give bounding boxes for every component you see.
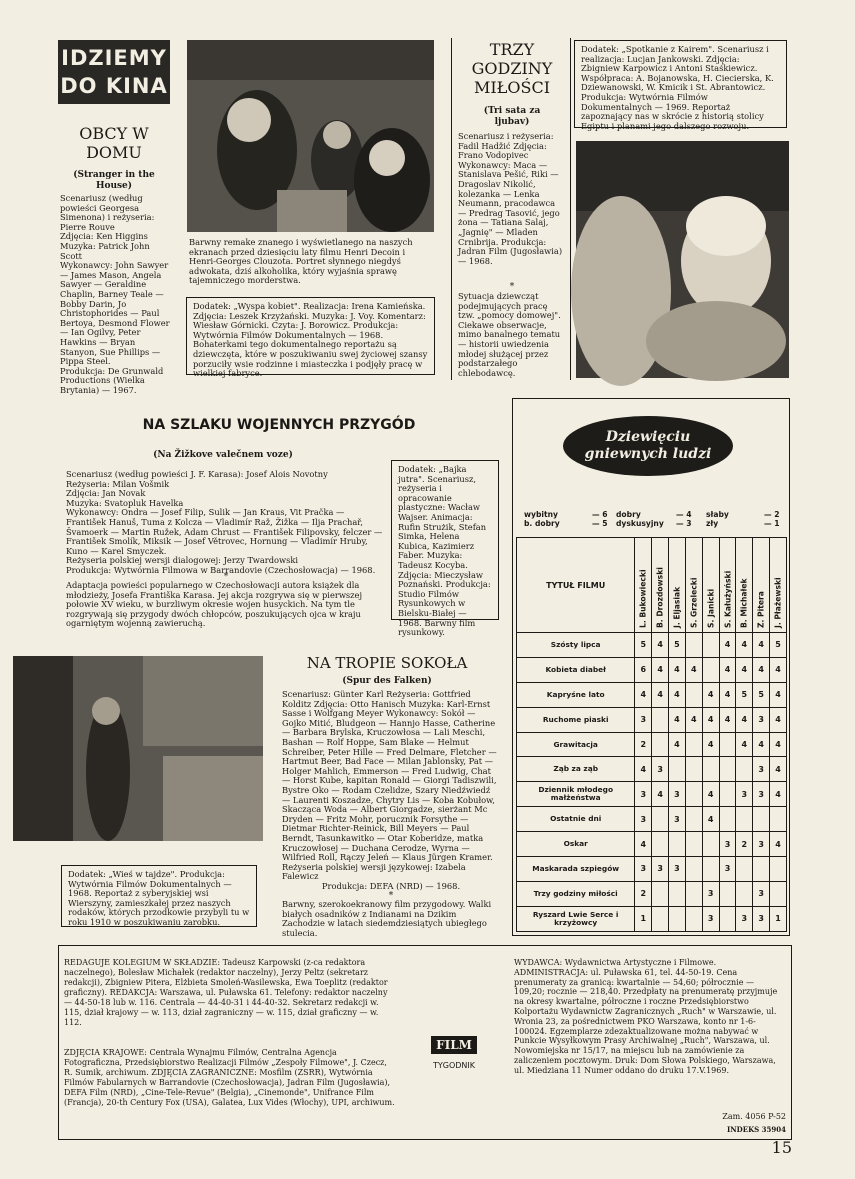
rating-score	[702, 657, 719, 682]
trzy-title-line: GODZINY	[471, 59, 553, 78]
szlak-credit-line: Zdjęcia: Jan Novak	[66, 488, 146, 499]
rating-score	[719, 906, 736, 931]
rating-score: 4	[770, 657, 787, 682]
rating-score	[753, 807, 770, 832]
rating-score	[652, 707, 669, 732]
rating-score: 3	[702, 881, 719, 906]
rating-score	[702, 757, 719, 782]
rating-score: 4	[719, 633, 736, 658]
rating-score: 4	[736, 732, 753, 757]
film-title: Ząb za ząb	[517, 757, 635, 782]
trzy-subtitle	[458, 106, 566, 128]
obcy-subtitle: (Stranger in the House)	[73, 170, 155, 191]
rating-score	[652, 807, 669, 832]
rating-score: 4	[770, 832, 787, 857]
trzy-credits: Scenariusz i reżyseria: Fadil Hadžić Zdjęcia: Frano Vodopivec Wykonawcy: Maca — Stanislava Pešić, Riki — Dragoslav Nikolić, kolezanka — Lenka Neumann, pracodawca — Predrag Tasović, jego żona — Tatiana Salaj, „Jagnię" — Mladen Crnibrija. Produkcja: Jadran Film (Jugosławia) — 1968.	[458, 131, 563, 266]
wyspa-kobiet-box: Dodatek: „Wyspa kobiet". Realizacja: Irena Kamieńska. Zdjęcia: Leszek Krzyżański. Muzyka: J. Voy. Komentarz: Wiesław Górnicki. Czyta: J. Borowicz. Produkcja: Wytwórnia Filmów Dokumentalnych — 1968. Bohaterkami tego dokumentalnego reportażu są dziewczęta, które w poszukiwaniu swej życiowej szansy porzuciły wsie rodzinne i miasteczka i podjęły pracę w wielkiej fabryce.	[186, 297, 435, 375]
obcy-photo	[187, 40, 434, 232]
rating-score: 3	[652, 757, 669, 782]
rating-score: 4	[770, 682, 787, 707]
rating-score: 4	[719, 707, 736, 732]
film-title: Kapryśne lato	[517, 682, 635, 707]
rating-score	[685, 832, 702, 857]
rating-score	[669, 757, 686, 782]
rating-score: 4	[685, 657, 702, 682]
obcy-credit-line: Zdjęcia: Ken Higgins	[60, 231, 148, 242]
obcy-credit-line: Produkcja: De Grunwald Productions (Wielka Brytania) — 1967.	[60, 365, 164, 395]
rating-score: 4	[669, 707, 686, 732]
film-title: Ruchome piaski	[517, 707, 635, 732]
trzy-subtitle-line: ljubav)	[494, 117, 530, 127]
rating-score: 3	[669, 807, 686, 832]
obcy-caption: Barwny remake znanego i wyświetlanego na naszych ekranach przed dziesięciu laty filmu Henri Decoin i Henri-Georges Clouzota. Portret słynnego niegdyś adwokata, dziś alkoholika, który wyjaśnia sprawę tajemniczego morderstwa.	[189, 237, 413, 286]
sokol-title: NA TROPIE SOKOŁA	[306, 654, 468, 672]
rating-score: 2	[635, 881, 652, 906]
legend-value: — 6	[592, 510, 608, 519]
trzy-subtitle-line: (Tri sata za	[483, 106, 541, 116]
film-title: Trzy godziny miłości	[517, 881, 635, 906]
film-rating-row	[517, 832, 787, 857]
film-title-header: TYTUŁ FILMU	[517, 538, 635, 633]
rating-score	[719, 757, 736, 782]
rating-score: 4	[702, 682, 719, 707]
ratings-header-row	[517, 538, 787, 633]
rating-score	[753, 857, 770, 882]
wies-w-tajdze-box: Dodatek: „Wieś w tajdze". Produkcja: Wytwórnia Filmów Dokumentalnych — 1968. Reportaż z syberyjskiej wsi Wierszyny, zamieszkałej przez naszych rodaków, których przodkowie przybyli tu w roku 1910 w poszukiwaniu zarobku.	[61, 865, 257, 927]
critic-header: J. Płażewski	[770, 538, 787, 633]
szlak-credit-line: Reżyseria polskiej wersji dialogowej: Jerzy Twardowski	[66, 555, 299, 566]
film-title: Kobieta diabeł	[517, 657, 635, 682]
rating-score	[685, 682, 702, 707]
rating-score: 4	[753, 633, 770, 658]
rating-score	[669, 881, 686, 906]
sokol-star: *	[388, 891, 394, 901]
film-rating-row	[517, 906, 787, 931]
critic-header: B. Drozdowski	[652, 538, 669, 633]
rating-score: 3	[635, 707, 652, 732]
legend-label: dyskusyjny	[616, 519, 664, 528]
legend-label: dobry	[616, 510, 641, 519]
column-rule	[451, 38, 452, 380]
rating-score	[685, 857, 702, 882]
trzy-title-line: MIŁOŚCI	[473, 78, 551, 97]
rating-score	[685, 732, 702, 757]
footer-order-number: Zam. 4056 P-52	[722, 1112, 786, 1121]
szlak-credit-line: Wykonawcy: Ondra — Josef Filip, Sulik — Jan Kraus, Vit Pračka — František Hanuš, Tuma z Kolcza — Vladimír Raž, Žižka — Ilja Prachař, Švamoerk — Martin Ružek, Adam Chrust — František Filipovsky, felczer — František Smolík, Miksik — Josef Větrovec, Hornung — Vladimír Hruby, Kuno — Karel Smyczek.	[66, 507, 383, 556]
rating-score: 3	[669, 782, 686, 807]
rating-score: 4	[736, 707, 753, 732]
rating-score: 5	[635, 633, 652, 658]
rating-score: 3	[753, 881, 770, 906]
rating-score	[770, 807, 787, 832]
critic-header: Z. Pitera	[753, 538, 770, 633]
szlak-credit-line: Produkcja: Wytwórnia Filmowa w Barrandovie (Czechosłowacja) — 1968.	[66, 564, 376, 575]
obcy-credit-line: Muzyka: Patrick John Scott	[60, 240, 150, 261]
film-rating-row	[517, 657, 787, 682]
rating-score	[685, 757, 702, 782]
film-rating-row	[517, 857, 787, 882]
film-rating-row	[517, 757, 787, 782]
rating-score	[652, 832, 669, 857]
obcy-title: OBCY W DOMU	[79, 124, 149, 162]
ratings-table	[516, 537, 787, 932]
rating-score: 3	[702, 906, 719, 931]
szlak-title: NA SZLAKU WOJENNYCH PRZYGÓD	[142, 417, 416, 433]
rating-score: 4	[635, 757, 652, 782]
rating-score	[685, 782, 702, 807]
rating-score: 3	[635, 807, 652, 832]
rating-score	[652, 881, 669, 906]
szlak-credit-line: Scenariusz (według powieści J. F. Karasa): Josef Alois Novotny	[66, 469, 328, 479]
rating-score: 4	[669, 682, 686, 707]
rating-score	[669, 906, 686, 931]
footer-photo-credits: ZDJĘCIA KRAJOWE: Centrala Wynajmu Filmów, Centralna Agencja Fotograficzna, Przedsiębiorstwo Realizacji Filmów „Zespoły Filmowe", J. Czecz, R. Sumik, archiwum. ZDJĘCIA ZAGRANICZNE: Mosfilm (ZSRR), Wytwórnia Filmów Fabularnych w Barrandovie (Czechosłowacja), Jadran Film (Jugosławia), DEFA Film (NRD), „Cine-Tele-Revue" (Belgia), „Cinemonde", Unifrance Film (Francja), 20-th Century Fox (USA), Galatea, Lux Vides (Włochy), UPI, archiwum.	[64, 1048, 395, 1107]
rating-score: 4	[770, 782, 787, 807]
film-rating-row	[517, 807, 787, 832]
rating-score: 4	[770, 732, 787, 757]
rating-score: 3	[719, 857, 736, 882]
trzy-story: Sytuacja dziewcząt podejmujących pracę tzw. „pomocy domowej". Ciekawe obserwacje, mimo banalnego tematu — historii uwiedzenia młodej służącej przez podstarzałego chlebodawcę.	[458, 291, 561, 378]
critic-header: J. Eljasiak	[669, 538, 686, 633]
film-logo-subtitle: TYGODNIK	[432, 1061, 476, 1070]
rating-score	[719, 782, 736, 807]
footer-publisher: WYDAWCA: Wydawnictwa Artystyczne i Filmowe. ADMINISTRACJA: ul. Puławska 61, tel. 44-50-19. Cena prenumeraty za granicą: kwartalnie — 54,60; półrocznie — 109,20; rocznie — 218,40. Przedpłaty na prenumeratę przyjmuje na okresy kwartalne, półroczne i roczne Przedsiębiorstwo Kolportażu Wydawnictw Zagranicznych „Ruch" w Warszawie, ul. Wronia 23, za pośrednictwem PKO Warszawa, konto nr 1-6-100024. Egzemplarze zdezaktualizowane można nabywać w Punkcie Wysyłkowym Prasy Archiwalnej „Ruch", Warszawa, ul. Nowomiejska nr 15/17, na miejscu lub na zamówienie za zaliczeniem pocztowym. Druk: Dom Słowa Polskiego, Warszawa, ul. Miedziana 11 Numer oddano do druku 17.V.1969.	[514, 958, 778, 1075]
sokol-production: Produkcja: DEFA (NRD) — 1968.	[321, 881, 461, 891]
footer-index: INDEKS 35904	[726, 1125, 786, 1134]
film-rating-row	[517, 881, 787, 906]
obcy-credit-line: Wykonawcy: John Sawyer — James Mason, Angela Sawyer — Geraldine Chaplin, Barney Teale — Bobby Darin, Jo Christophorides — Paul Bertoya, Desmond Flower — Ian Ogilvy, Peter Hawkins — Bryan Stanyon, Sue Phillips — Pippa Steel.	[60, 260, 170, 367]
rating-score: 3	[753, 707, 770, 732]
obcy-credits	[60, 193, 172, 395]
rating-score	[719, 881, 736, 906]
rating-score: 1	[770, 906, 787, 931]
ratings-title-line: Dziewięciu	[605, 429, 691, 445]
legend-value: — 4	[676, 510, 692, 519]
rating-score: 3	[635, 782, 652, 807]
sokol-credits: Scenariusz: Günter Karl Reżyseria: Gottfried Kolditz Zdjęcia: Otto Hanisch Muzyka: Karl-Ernst Sasse i Wolfgang Meyer Wykonawcy: Sokół — Gojko Mitić, Bludgeon — Hannjo Hasse, Catherine — Barbara Brylska, Kruczowłosa — Lali Meschi, Bashan — Rolf Hoppe, Sam Blake — Helmut Schreiber, Peter Hille — Fred Delmare, Fletcher — Hartmut Beer, Bad Face — Milan Jablonsky, Pat — Holger Mahlich, Emmerson — Fred Ludwig, Chat — Horst Kube, kapitan Ronald — Giorgi Tadiszwili, Bystre Oko — Rodam Czelidze, Szary Niedźwiedź — Laurenti Koszadze, Chytry Lis — Koba Kobułow, Skacząca Woda — Albert Giorgadze, sierżant Mc Dryden — Fritz Mohr, porucznik Forsythe — Dietmar Richter-Reinick, Bill Meyers — Paul Berndt, Tasunkawitko — Otar Koberidze, matka Kruczowłosej — Duchana Cerodze, Wyrna — Wilfried Roll, Rączy Jeleń — Klaus Jürgen Kramer. Reżyseria polskiej wersji językowej: Izabela Falewicz	[282, 689, 497, 882]
legend-value: — 2	[764, 510, 780, 519]
legend-label: b. dobry	[524, 519, 560, 528]
rating-score: 4	[719, 682, 736, 707]
bajka-jutra-box: Dodatek: „Bajka jutra". Scenariusz, reżyseria i opracowanie plastyczne: Wacław Wajser. Animacja: Rufin Strużik, Stefan Simka, Helena Kubica, Kazimierz Faber. Muzyka: Tadeusz Kocyba. Zdjęcia: Mieczysław Poznański. Produkcja: Studio Filmów Rysunkowych w Bielsku-Białej — 1968. Barwny film rysunkowy.	[391, 460, 499, 620]
film-title: Dziennik młodego małżeństwa	[517, 782, 635, 807]
rating-score	[736, 857, 753, 882]
szlak-description: Adaptacja powieści popularnego w Czechosłowacji autora książek dla młodzieży, Josefa Františka Karasa. Jej akcja rozgrywa się w pierwszej połowie XV wieku, w burzliwym okresie wojen husyckich. Na tym tle rozgrywają się przygody dwóch chłopców, poszukujących ojca w kraju ogarniętym wojenną zawieruchą.	[66, 580, 363, 629]
rating-score: 5	[669, 633, 686, 658]
legend-value: — 3	[676, 519, 692, 528]
rating-score	[719, 732, 736, 757]
rating-score: 4	[753, 657, 770, 682]
rating-score	[652, 906, 669, 931]
sokol-subtitle: (Spur des Falken)	[342, 676, 432, 686]
critic-header: S. Grzelecki	[685, 538, 702, 633]
critic-header: B. Michałek	[736, 538, 753, 633]
critic-header: L. Bukowiecki	[635, 538, 652, 633]
rating-score	[652, 732, 669, 757]
rating-score: 4	[635, 682, 652, 707]
banner-line-1: IDZIEMY	[61, 46, 167, 70]
rating-score	[702, 633, 719, 658]
film-logo	[422, 1034, 486, 1072]
rating-score: 3	[736, 906, 753, 931]
trzy-title	[458, 40, 566, 97]
szlak-star: *	[223, 572, 229, 582]
rating-score: 3	[652, 857, 669, 882]
rating-score	[719, 807, 736, 832]
film-title: Szósty lipca	[517, 633, 635, 658]
rating-score: 4	[719, 657, 736, 682]
trzy-star: *	[509, 282, 515, 292]
rating-score: 3	[753, 832, 770, 857]
sokol-description: Barwny, szerokoekranowy film przygodowy. Walki białych osadników z Indianami na Dzikim Zachodzie w latach siedemdziesiątych ubiegłego stulecia.	[282, 899, 492, 938]
rating-score: 4	[652, 682, 669, 707]
rating-score: 3	[719, 832, 736, 857]
critic-header: S. Janicki	[702, 538, 719, 633]
rating-score: 4	[685, 707, 702, 732]
trzy-title-line: TRZY	[489, 40, 535, 59]
page-number: 15	[771, 1138, 792, 1157]
film-rating-row	[517, 633, 787, 658]
rating-score: 4	[770, 707, 787, 732]
rating-score: 3	[669, 857, 686, 882]
rating-score	[736, 757, 753, 782]
rating-score: 5	[770, 633, 787, 658]
rating-score: 4	[702, 782, 719, 807]
column-rule	[570, 38, 571, 380]
szlak-credits	[66, 470, 386, 576]
rating-score: 4	[652, 633, 669, 658]
rating-score: 3	[753, 757, 770, 782]
rating-score	[702, 832, 719, 857]
ratings-title-badge	[563, 416, 733, 476]
banner-line-2: DO KINA	[60, 74, 168, 98]
rating-score: 2	[736, 832, 753, 857]
szlak-subtitle: (Na Žižkove valečnem voze)	[153, 450, 293, 460]
film-rating-row	[517, 782, 787, 807]
legend-label: słaby	[706, 510, 729, 519]
rating-score: 1	[635, 906, 652, 931]
rating-score: 4	[702, 707, 719, 732]
ratings-title-line: gniewnych ludzi	[584, 446, 712, 462]
rating-score: 4	[669, 732, 686, 757]
film-rating-row	[517, 732, 787, 757]
legend-value: — 1	[764, 519, 780, 528]
rating-score	[669, 832, 686, 857]
rating-score	[685, 807, 702, 832]
legend-label: zły	[706, 519, 719, 528]
rating-score: 6	[635, 657, 652, 682]
idziemy-do-kina-banner	[58, 40, 170, 104]
film-title: Maskarada szpiegów	[517, 857, 635, 882]
film-rating-row	[517, 682, 787, 707]
obcy-credit-line: Scenariusz (według powieści Georgesa Simenona) i reżyseria: Pierre Rouve	[60, 193, 155, 232]
footer-editorial: REDAGUJE KOLEGIUM W SKŁADZIE: Tadeusz Karpowski (z-ca redaktora naczelnego), Bolesław Michałek (redaktor naczelny), Jerzy Peltz (sekretarz redakcji), Zbigniew Pitera, Elżbieta Smoleń-Wasilewska, Ewa Toeplitz (redaktor graficzny). REDAKCJA: Warszawa, ul. Puławska 61. Telefony: redaktor naczelny — 44-50-18 lub w. 116. Centrala — 44-40-31 i 44-40-32. Sekretarz redakcji w. 115, dział krajowy — w. 113, dział zagraniczny — w. 115, dział graficzny — w. 112.	[64, 958, 388, 1027]
film-rating-row	[517, 707, 787, 732]
rating-score	[702, 857, 719, 882]
rating-score	[770, 881, 787, 906]
rating-score	[685, 906, 702, 931]
legend-value: — 5	[592, 519, 608, 528]
critic-header: S. Kałużyński	[719, 538, 736, 633]
rating-score: 5	[753, 682, 770, 707]
rating-score: 4	[702, 807, 719, 832]
rating-score: 4	[770, 757, 787, 782]
rating-score: 3	[635, 857, 652, 882]
rating-score: 2	[635, 732, 652, 757]
rating-score: 5	[736, 682, 753, 707]
film-title: Oskar	[517, 832, 635, 857]
rating-score: 3	[736, 782, 753, 807]
trzy-photo	[576, 141, 789, 378]
film-title: Ryszard Lwie Serce i krzyżowcy	[517, 906, 635, 931]
ratings-legend	[524, 510, 782, 532]
rating-score: 4	[702, 732, 719, 757]
rating-score	[736, 881, 753, 906]
rating-score	[685, 633, 702, 658]
rating-score	[770, 857, 787, 882]
szlak-credit-line: Reżyseria: Milan Vošmik	[66, 478, 170, 489]
rating-score: 4	[736, 657, 753, 682]
rating-score	[685, 881, 702, 906]
rating-score: 4	[669, 657, 686, 682]
rating-score: 4	[635, 832, 652, 857]
rating-score: 3	[753, 782, 770, 807]
spotkanie-z-kairem-box: Dodatek: „Spotkanie z Kairem". Scenariusz i realizacja: Lucjan Jankowski. Zdjęcia: Zbigniew Karpowicz i Antoni Staśkiewicz. Współpraca: A. Bojanowska, H. Ciecierska, K. Dziewanowski, W. Kmicik i St. Abrantowicz. Produkcja: Wytwórnia Filmów Dokumentalnych — 1969. Reportaż zapoznający nas w skrócie z historią stolicy Egiptu i planami jego dalszego rozwoju.	[574, 40, 787, 128]
film-title: Ostatnie dni	[517, 807, 635, 832]
sokol-photo	[13, 656, 263, 841]
film-logo-mark: FILM	[431, 1036, 477, 1054]
rating-score: 4	[652, 782, 669, 807]
legend-label: wybitny	[524, 510, 558, 519]
rating-score: 3	[753, 906, 770, 931]
film-title: Grawitacja	[517, 732, 635, 757]
rating-score: 4	[736, 633, 753, 658]
rating-score: 4	[652, 657, 669, 682]
rating-score	[736, 807, 753, 832]
rating-score: 4	[753, 732, 770, 757]
szlak-credit-line: Muzyka: Svatopluk Havelka	[66, 497, 184, 508]
